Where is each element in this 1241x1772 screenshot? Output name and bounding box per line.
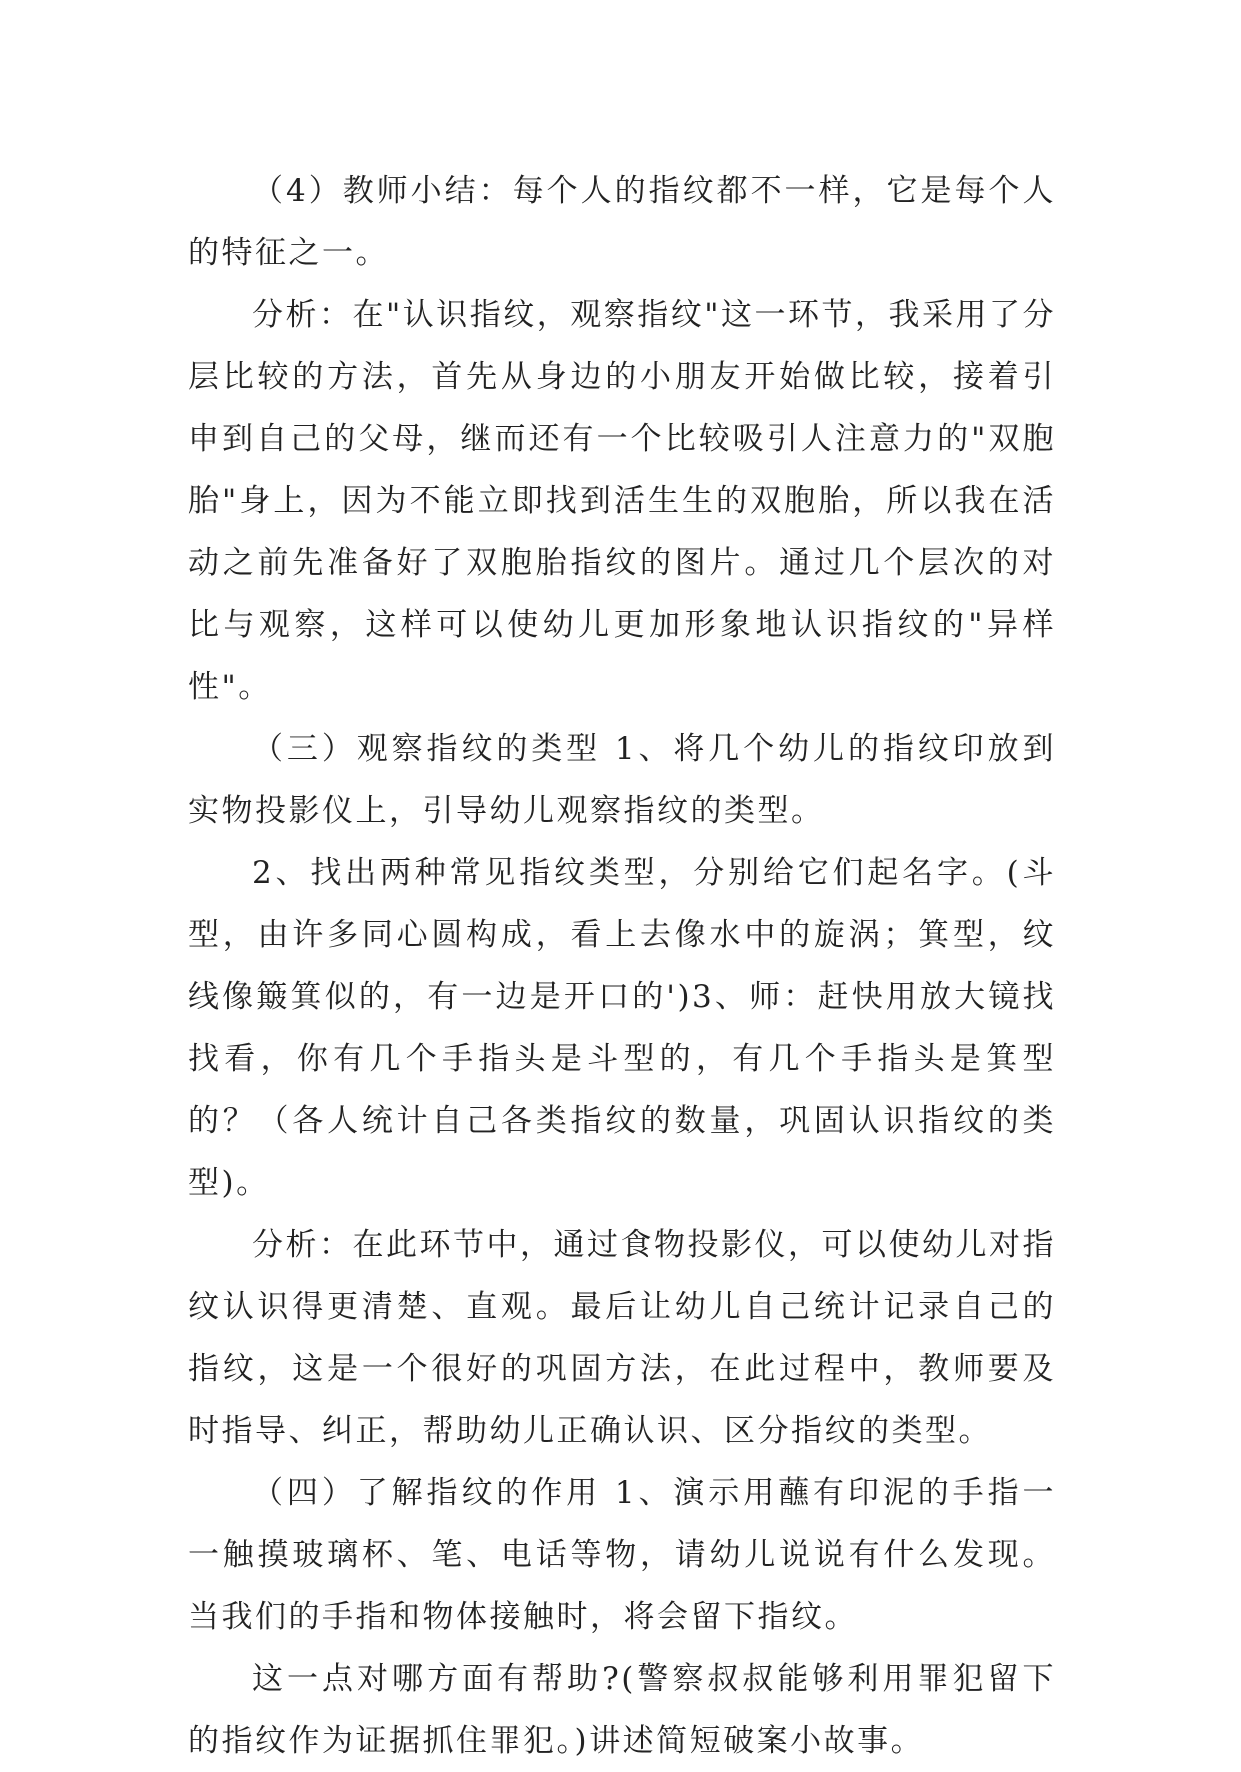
paragraph-police-story: 这一点对哪方面有帮助?(警察叔叔能够利用罪犯留下的指纹作为证据抓住罪犯。)讲述简短破案小故事。	[188, 1661, 1056, 1759]
paragraph-section-four-function: （四）了解指纹的作用 1、演示用蘸有印泥的手指一一触摸玻璃杯、笔、电话等物，请幼儿说说有什么发现。当我们的手指和物体接触时，将会留下指纹。	[188, 1475, 1056, 1635]
paragraph-analysis-projector: 分析：在此环节中，通过食物投影仪，可以使幼儿对指纹认识得更清楚、直观。最后让幼儿自己统计记录自己的指纹，这是一个很好的巩固方法，在此过程中，教师要及时指导、纠正，帮助幼儿正确认识、区分指纹的类型。	[188, 1227, 1056, 1449]
paragraph-section-three-types: （三）观察指纹的类型 1、将几个幼儿的指纹印放到实物投影仪上，引导幼儿观察指纹的类型。	[188, 731, 1056, 829]
paragraph-common-types: 2、找出两种常见指纹类型，分别给它们起名字。(斗型，由许多同心圆构成，看上去像水中的旋涡；箕型，纹线像簸箕似的，有一边是开口的')3、师：赶快用放大镜找找看，你有几个手指头是斗型的，有几个手指头是箕型的？（各人统计自己各类指纹的数量，巩固认识指纹的类型)。	[188, 855, 1056, 1201]
paragraph-teacher-summary: （4）教师小结：每个人的指纹都不一样，它是每个人的特征之一。	[188, 173, 1056, 271]
paragraph-analysis-fingerprint-observation: 分析：在"认识指纹，观察指纹"这一环节，我采用了分层比较的方法，首先从身边的小朋友开始做比较，接着引申到自己的父母，继而还有一个比较吸引人注意力的"双胞胎"身上，因为不能立即找到活生生的双胞胎，所以我在活动之前先准备好了双胞胎指纹的图片。通过几个层次的对比与观察，这样可以使幼儿更加形象地认识指纹的"异样性"。	[188, 297, 1057, 705]
document-page	[188, 160, 1056, 1772]
